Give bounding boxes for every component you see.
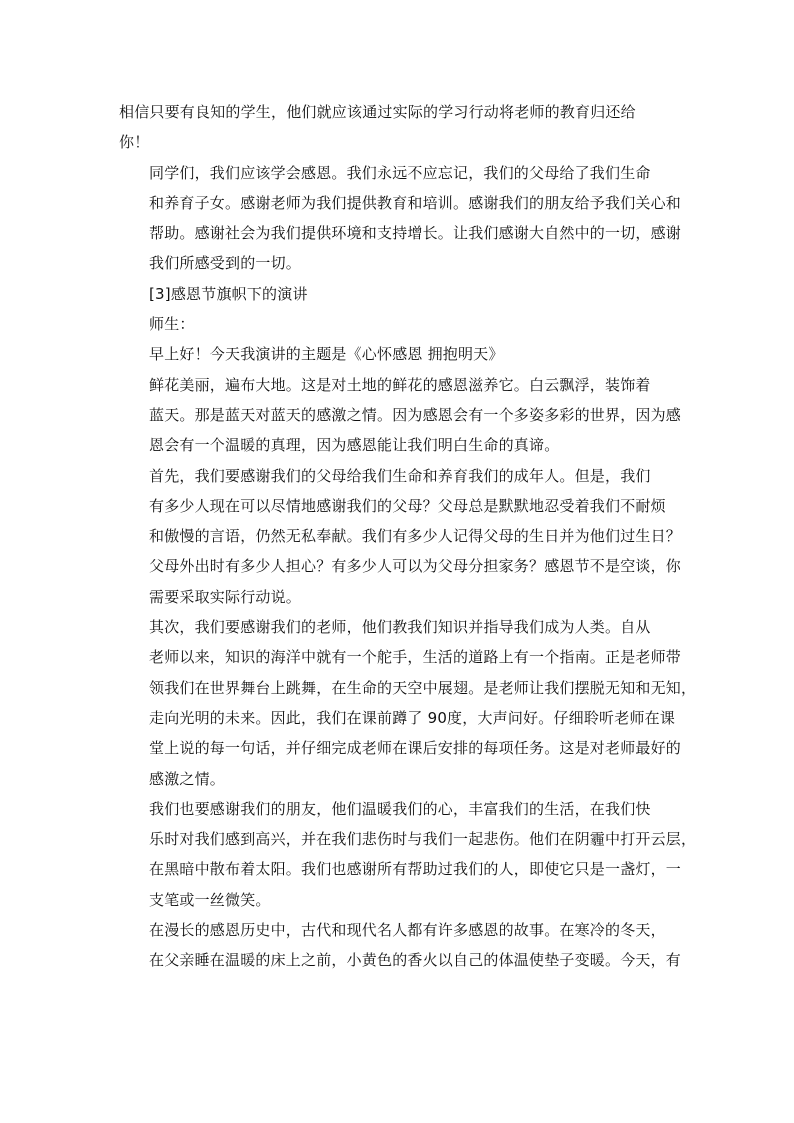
paragraph	[119, 279, 679, 309]
paragraph	[119, 158, 682, 279]
text-line: 帮助。感谢社会为我们提供环境和支持增长。让我们感谢大自然中的一切，感谢	[149, 224, 682, 243]
paragraph	[119, 339, 679, 369]
text-line: 蓝天。那是蓝天对蓝天的感激之情。因为感恩会有一个多姿多彩的世界，因为感	[149, 405, 682, 424]
text-line: 支笔或一丝微笑。	[149, 890, 271, 909]
text-line: 同学们，我们应该学会感恩。我们永远不应忘记，我们的父母给了我们生命	[149, 163, 651, 182]
paragraph	[119, 461, 682, 612]
text-line: [3]感恩节旗帜下的演讲	[149, 284, 308, 303]
text-line: 和养育子女。感谢老师为我们提供教育和培训。感谢我们的朋友给予我们关心和	[149, 193, 682, 212]
text-line: 在漫长的感恩历史中，古代和现代名人都有许多感恩的故事。在寒冷的冬天，	[149, 921, 666, 940]
text-line: 恩会有一个温暖的真理，因为感恩能让我们明白生命的真谛。	[149, 436, 560, 455]
text-line: 我们所感受到的一切。	[149, 254, 302, 273]
document-body	[119, 97, 697, 976]
text-line: 首先，我们要感谢我们的父母给我们生命和养育我们的成年人。但是，我们	[149, 466, 651, 485]
text-line: 感激之情。	[149, 769, 226, 788]
text-line: 老师以来，知识的海洋中就有一个舵手，生活的道路上有一个指南。正是老师带	[149, 648, 682, 667]
text-line: 领我们在世界舞台上跳舞，在生命的天空中展翅。是老师让我们摆脱无知和无知，	[149, 678, 697, 697]
text-line: 父母外出时有多少人担心？有多少人可以为父母分担家务？感恩节不是空谈，你	[149, 557, 682, 576]
text-line: 相信只要有良知的学生，他们就应该通过实际的学习行动将老师的教育归还给	[119, 103, 636, 121]
text-line: 在父亲睡在温暖的床上之前，小黄色的香火以自己的体温使垫子变暖。今天，有	[149, 951, 682, 970]
text-line: 鲜花美丽，遍布大地。这是对土地的鲜花的感恩滋养它。白云飘浮，装饰着	[149, 375, 651, 394]
text-line: 早上好！今天我演讲的主题是《心怀感恩 拥抱明天》	[149, 345, 504, 364]
text-line: 和傲慢的言语，仍然无私奉献。我们有多少人记得父母的生日并为他们过生日？	[149, 527, 682, 546]
text-line: 师生：	[149, 315, 195, 334]
text-line: 有多少人现在可以尽情地感谢我们的父母？父母总是默默地忍受着我们不耐烦	[149, 496, 666, 515]
text-line: 其次，我们要感谢我们的老师，他们教我们知识并指导我们成为人类。自从	[149, 618, 651, 637]
paragraph	[119, 97, 679, 158]
paragraph	[119, 794, 697, 915]
paragraph	[119, 370, 682, 461]
text-line: 走向光明的未来。因此，我们在课前蹲了 90度，大声问好。仔细聆听老师在课	[149, 708, 676, 727]
text-line: 堂上说的每一句话，并仔细完成老师在课后安排的每项任务。这是对老师最好的	[149, 739, 682, 758]
paragraph	[119, 309, 679, 339]
paragraph	[119, 915, 682, 976]
text-line: 你！	[119, 133, 150, 152]
text-line: 在黑暗中散布着太阳。我们也感谢所有帮助过我们的人，即使它只是一盏灯，一	[149, 860, 682, 879]
text-line: 我们也要感谢我们的朋友，他们温暖我们的心，丰富我们的生活，在我们快	[149, 799, 651, 818]
paragraph	[119, 612, 697, 794]
text-line: 需要采取实际行动说。	[149, 587, 302, 606]
text-line: 乐时对我们感到高兴，并在我们悲伤时与我们一起悲伤。他们在阴霾中打开云层，	[149, 830, 697, 849]
